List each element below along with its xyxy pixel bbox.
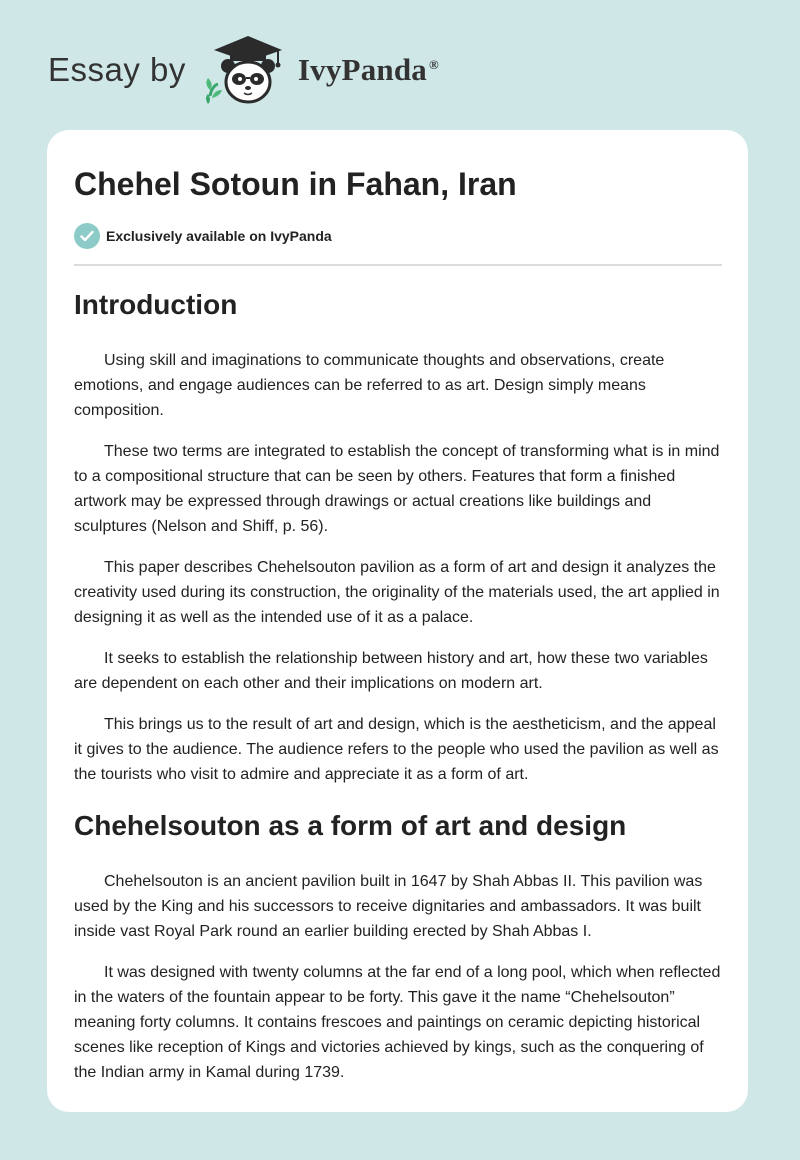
registered-mark: ® — [428, 56, 439, 72]
paragraph: It seeks to establish the relationship between history and art, how these two variables are dependent on each other and their implications on modern art. — [74, 650, 708, 692]
brand-prefix: Essay by — [48, 51, 186, 88]
page-title: Chehel Sotoun in Fahan, Iran — [74, 166, 517, 202]
paragraph: Chehelsouton is an ancient pavilion built in 1647 by Shah Abbas II. This pavilion was used by the King and his successors to receive dignitaries and ambassadors. It was built inside vast Royal Park round an earlier building erected by Shah Abbas I. — [74, 873, 703, 940]
section-heading: Introduction — [74, 289, 238, 320]
section-heading: Chehelsouton as a form of art and design — [74, 810, 627, 841]
divider — [74, 264, 722, 266]
badge-text: Exclusively available on IvyPanda — [106, 228, 332, 244]
panda-graduate-icon — [200, 30, 292, 110]
paragraph: These two terms are integrated to establish the concept of transforming what is in mind to a compositional structure that can be seen by others. Features that form a finished artwork may be expressed through drawings or actual creations like buildings and sculptures (Nelson and Shiff, p. 56). — [74, 443, 720, 535]
check-circle-icon — [74, 223, 100, 249]
brand-name: IvyPanda ® — [297, 52, 439, 87]
paragraph: Using skill and imaginations to communicate thoughts and observations, create emotions, and engage audiences can be referred to as art. Design simply means composition. — [74, 352, 665, 419]
brand-header[interactable] — [48, 30, 439, 110]
exclusive-badge — [74, 222, 722, 250]
paragraph: This brings us to the result of art and design, which is the aestheticism, and the appeal it gives to the audience. The audience refers to the people who used the pavilion as well as the tourists who visit to admire and appreciate it as a form of art. — [74, 716, 719, 783]
paragraph: This paper describes Chehelsouton pavilion as a form of art and design it analyzes the creativity used during its construction, the originality of the materials used, the art applied in designing it as well as the intended use of it as a palace. — [74, 559, 720, 626]
paragraph: It was designed with twenty columns at the far end of a long pool, which when reflected in the waters of the fountain appear to be forty. This gave it the name “Chehelsouton” meaning forty columns. It contains frescoes and paintings on ceramic depicting historical scenes like reception of Kings and victories achieved by kings, such as the conquering of the Indian army in Kamal during 1739. — [74, 964, 721, 1081]
essay-card — [47, 130, 748, 1112]
